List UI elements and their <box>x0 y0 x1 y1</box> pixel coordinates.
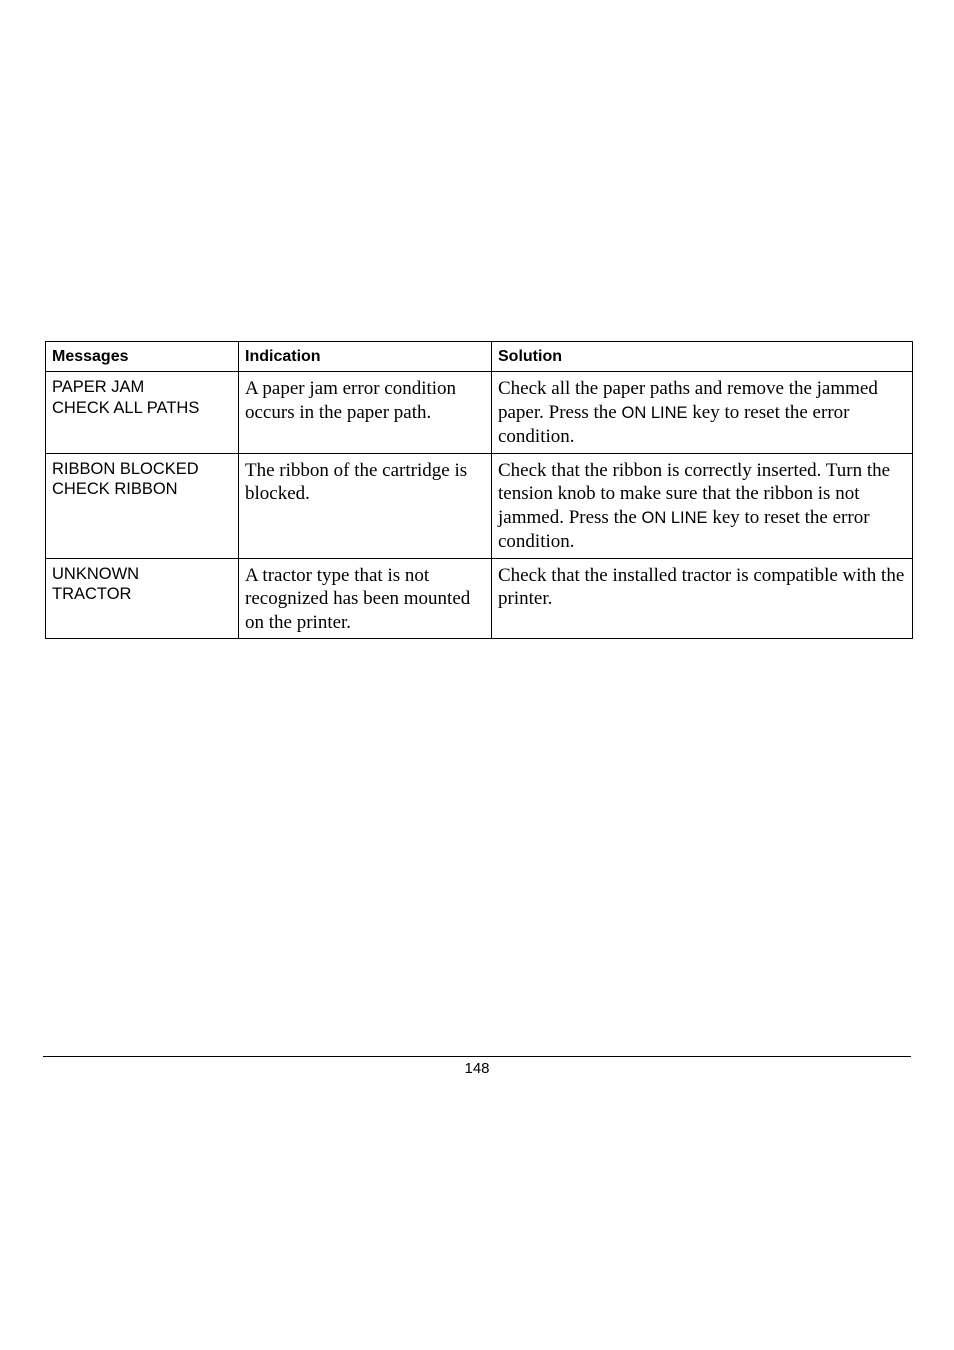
message-line: TRACTOR <box>52 585 132 603</box>
solution-text: Check all the paper paths and remove the jammed paper. Press the <box>498 378 878 423</box>
indication-cell: The ribbon of the cartridge is blocked. <box>239 453 492 558</box>
indication-cell: A tractor type that is not recognized has been mounted on the printer. <box>239 558 492 639</box>
solution-text: key to reset the error condition. <box>498 401 850 447</box>
header-solution: Solution <box>492 342 913 372</box>
table-header-row <box>46 342 913 372</box>
message-cell <box>46 372 239 454</box>
footer-divider <box>43 1056 911 1057</box>
table-row <box>46 372 913 454</box>
message-cell <box>46 453 239 558</box>
solution-cell <box>492 372 913 454</box>
message-line: RIBBON BLOCKED <box>52 459 199 478</box>
header-indication: Indication <box>239 342 492 372</box>
table-row <box>46 453 913 558</box>
key-name: ON LINE <box>621 403 688 422</box>
solution-text: key to reset the error condition. <box>498 506 870 552</box>
solution-cell <box>492 558 913 639</box>
error-messages-table <box>45 341 913 639</box>
table-row <box>46 558 913 639</box>
solution-text: Check that the installed tractor is compatible with the printer. <box>498 564 905 609</box>
indication-cell: A paper jam error condition occurs in the paper path. <box>239 372 492 454</box>
message-cell <box>46 558 239 639</box>
message-line: CHECK RIBBON <box>52 480 178 498</box>
message-line: PAPER JAM <box>52 378 145 396</box>
page-number: 148 <box>464 1060 490 1077</box>
solution-cell <box>492 453 913 558</box>
solution-text: Check that the ribbon is correctly inserted. Turn the tension knob to make sure that the ribbon is not jammed. Press the <box>498 459 891 528</box>
key-name: ON LINE <box>641 508 708 527</box>
message-line: UNKNOWN <box>52 564 140 583</box>
message-line: CHECK ALL PATHS <box>52 398 200 417</box>
header-messages: Messages <box>46 342 239 372</box>
